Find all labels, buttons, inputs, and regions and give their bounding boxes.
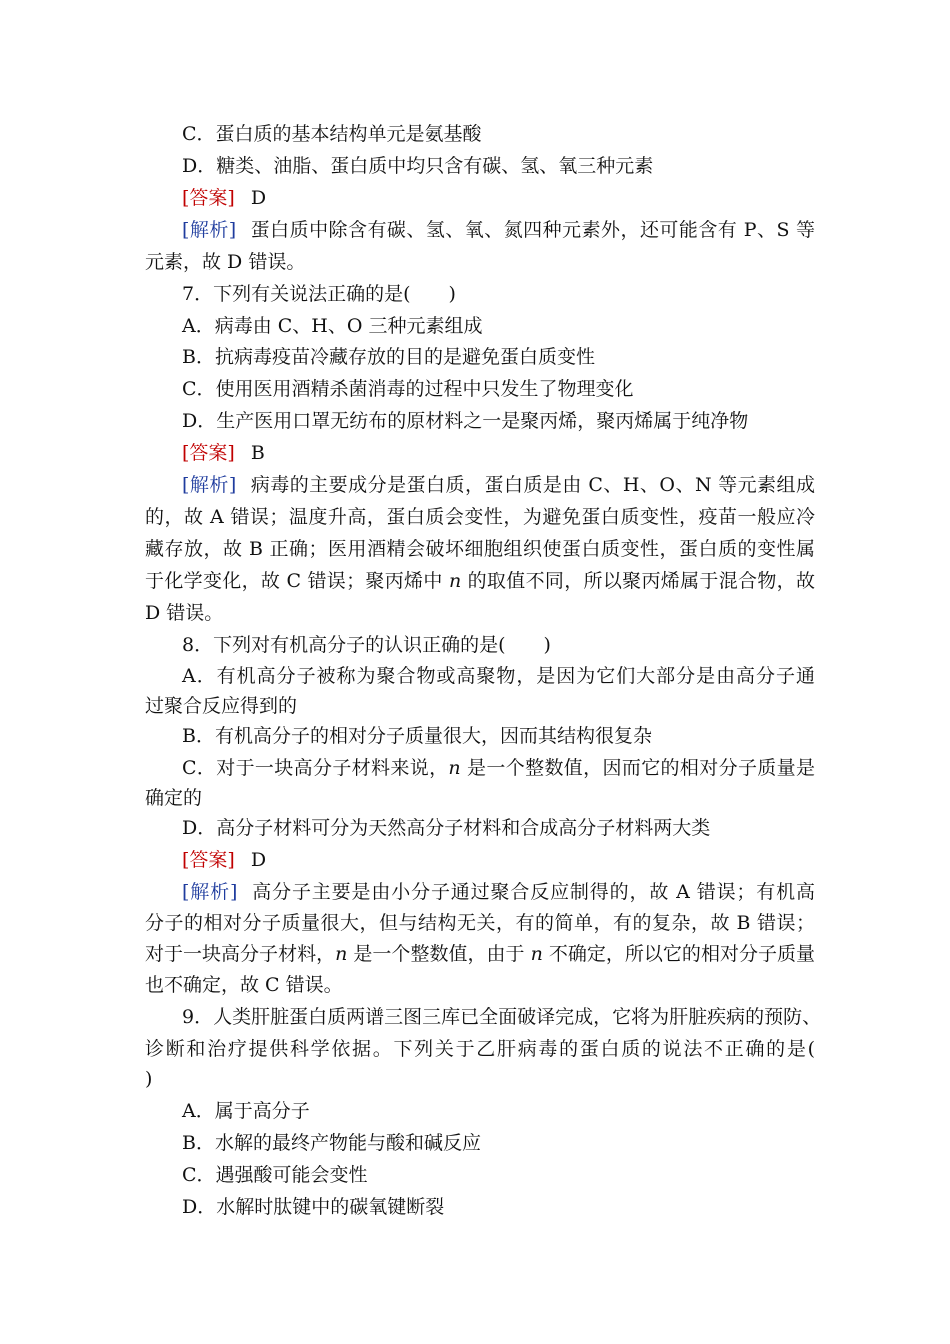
answer-value: D [250,849,267,871]
q7-answer [182,438,815,468]
analysis-text: 病毒的主要成分是蛋白质，蛋白质是由 C、H、O、N 等元素组成 [250,474,816,496]
q8-answer [182,845,815,875]
option-text: C．对于一块高分子材料来说， [182,757,449,779]
analysis-tag: [解析] [182,881,238,903]
q8-analysis-line-2: 分子的相对分子质量很大，但与结构无关，有的简单，有的复杂，故 B 错误； [145,912,815,934]
q9-option-c: C．遇强酸可能会变性 [182,1164,368,1186]
q9-option-d: D．水解时肽键中的碳氧键断裂 [182,1196,445,1218]
answer-value: D [250,187,267,209]
q6-answer [182,183,815,213]
q7-analysis-line-1 [182,470,815,500]
q9-stem-line-3: ) [145,1068,153,1090]
q7-analysis-line-5: D 错误。 [145,602,224,624]
q8-option-c-line-2: 确定的 [145,787,203,809]
analysis-text: 不确定，所以它的相对分子质量 [542,943,815,965]
variable-n: n [449,570,462,592]
q7-analysis-line-3: 藏存放，故 B 正确；医用酒精会破坏细胞组织使蛋白质变性，蛋白质的变性属 [145,538,815,560]
q6-option-c: C．蛋白质的基本结构单元是氨基酸 [182,123,482,145]
answer-tag: [答案] [182,187,235,209]
q7-option-d: D．生产医用口罩无纺布的原材料之一是聚丙烯，聚丙烯属于纯净物 [182,410,749,432]
q8-analysis-line-4: 也不确定，故 C 错误。 [145,974,343,996]
q8-stem: 8．下列对有机高分子的认识正确的是( ) [182,634,551,656]
answer-tag: [答案] [182,849,235,871]
q8-option-d: D．高分子材料可分为天然高分子材料和合成高分子材料两大类 [182,817,711,839]
analysis-tag: [解析] [182,474,237,496]
q8-option-a-line-2: 过聚合反应得到的 [145,695,298,717]
analysis-text: 的取值不同，所以聚丙烯属于混合物，故 [461,570,815,592]
variable-n: n [448,757,461,779]
variable-n: n [335,943,348,965]
variable-n: n [530,943,543,965]
q9-option-b: B．水解的最终产物能与酸和碱反应 [182,1132,481,1154]
answer-tag: [答案] [182,442,235,464]
q6-analysis-line-1 [182,215,815,245]
q7-stem: 7．下列有关说法正确的是( ) [182,283,456,305]
q9-option-a: A．属于高分子 [182,1100,310,1122]
analysis-text: 高分子主要是由小分子通过聚合反应制得的，故 A 错误；有机高 [251,881,815,903]
answer-value: B [250,442,265,464]
q8-option-a-line-1: A．有机高分子被称为聚合物或高聚物，是因为它们大部分是由高分子通 [182,665,815,687]
q9-stem-line-1: 9．人类肝脏蛋白质两谱三图三库已全面破译完成，它将为肝脏疾病的预防、 [182,1006,822,1028]
q6-option-d: D．糖类、油脂、蛋白质中均只含有碳、氢、氧三种元素 [182,155,654,177]
analysis-tag: [解析] [182,219,237,241]
q8-option-b: B．有机高分子的相对分子质量很大，因而其结构很复杂 [182,725,652,747]
q7-analysis-line-4 [145,566,815,596]
option-text: 是一个整数值，因而它的相对分子质量是 [460,757,815,779]
analysis-text: 于化学变化，故 C 错误；聚丙烯中 [145,570,450,592]
analysis-text: 是一个整数值，由于 [347,943,531,965]
q8-analysis-line-1 [182,877,815,907]
analysis-text: 蛋白质中除含有碳、氢、氧、氮四种元素外，还可能含有 P、S 等 [250,219,815,241]
q7-option-b: B．抗病毒疫苗冷藏存放的目的是避免蛋白质变性 [182,346,595,368]
q8-analysis-line-3 [145,939,815,969]
q9-stem-line-2: 诊断和治疗提供科学依据。下列关于乙肝病毒的蛋白质的说法不正确的是( [145,1038,815,1060]
q7-option-a: A．病毒由 C、H、O 三种元素组成 [182,315,483,337]
q8-option-c-line-1 [182,753,815,783]
q6-analysis-line-2: 元素，故 D 错误。 [145,251,306,273]
q7-analysis-line-2: 的，故 A 错误；温度升高，蛋白质会变性，为避免蛋白质变性，疫苗一般应冷 [145,506,815,528]
q7-option-c: C．使用医用酒精杀菌消毒的过程中只发生了物理变化 [182,378,634,400]
analysis-text: 对于一块高分子材料， [145,943,336,965]
